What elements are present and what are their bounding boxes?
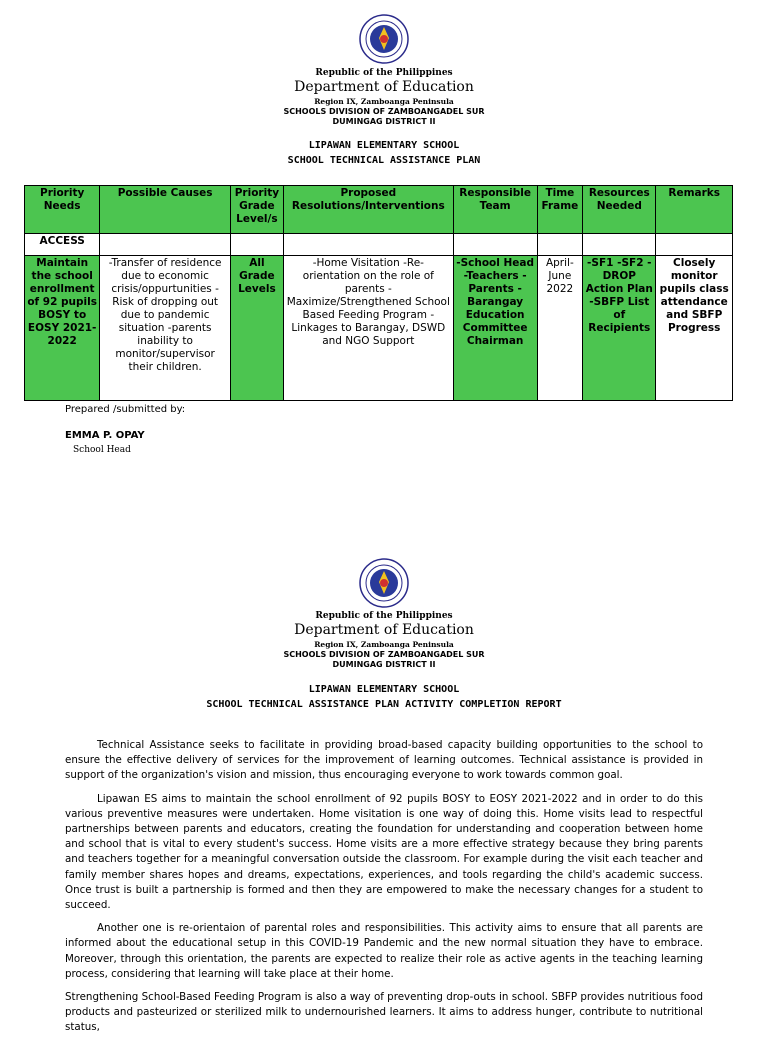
header-resources: Resources Needed (583, 186, 656, 234)
cell-possible-causes: -Transfer of residence due to economic crisis/oppurtunities -Risk of dropping out due to pandemic situation -parents inability to monitor/supervisor their children. (100, 256, 231, 401)
cell-grade-levels: All Grade Levels (230, 256, 283, 401)
table-row (25, 256, 733, 401)
cell-responsible-team: -School Head -Teachers -Parents -Barangay Education Committee Chairman (453, 256, 537, 401)
signatory-role: School Head (73, 445, 131, 455)
table-header-row (25, 186, 733, 234)
region-label: Region IX, Zamboanga Peninsula (314, 97, 454, 106)
district-label: DUMINGAG DISTRICT II (332, 660, 436, 669)
paragraph: Another one is re-orientaion of parental roles and responsibilities. This activity aims to ensure that all parents are informed about the educational setup in this COVID-19 Pandemic and the new normal situation they have to embrace. Moreover, through this orientation, the parents are expected to realize their role as active agents in the teaching learning process, considering that learning will take place at their home. (65, 922, 703, 980)
cell-interventions: -Home Visitation -Re-orientation on the role of parents -Maximize/Strengthened School Based Feeding Program -Linkages to Barangay, DSWD and NGO Support (283, 256, 453, 401)
department-label: Department of Education (294, 622, 474, 638)
school-name: LIPAWAN ELEMENTARY SCHOOL (308, 684, 460, 695)
technical-assistance-plan-table (24, 185, 733, 401)
header-grade-levels: Priority Grade Level/s (230, 186, 283, 234)
paragraph: Strengthening School-Based Feeding Program is also a way of preventing drop-outs in school. SBFP provides nutritious food products and pasteurized or sterilized milk to undernourished learners. It aims to address hunger, contribute to nutritional status, (65, 991, 703, 1034)
prepared-by-label: Prepared /submitted by: (65, 404, 186, 415)
header-priority-needs: Priority Needs (25, 186, 100, 234)
header-remarks: Remarks (656, 186, 733, 234)
region-label: Region IX, Zamboanga Peninsula (314, 640, 454, 649)
section-label: ACCESS (25, 234, 100, 256)
header-responsible-team: Responsible Team (453, 186, 537, 234)
cell-remarks: Closely monitor pupils class attendance and SBFP Progress (656, 256, 733, 401)
deped-seal-logo (359, 558, 409, 608)
paragraph: Technical Assistance seeks to facilitate in providing broad-based capacity building opportunities to the school to ensure the effective delivery of services for the improvement of learning outcomes. Technical assistance is provided in support of the organization's vision and mission, thus encouraging everyone to work towards common goal. (65, 739, 703, 782)
division-label: SCHOOLS DIVISION OF ZAMBOANGADEL SUR (283, 650, 485, 659)
school-name: LIPAWAN ELEMENTARY SCHOOL (308, 140, 460, 151)
cell-resources: -SF1 -SF2 -DROP Action Plan -SBFP List of Recipients (583, 256, 656, 401)
paragraph: Lipawan ES aims to maintain the school enrollment of 92 pupils BOSY to EOSY 2021-2022 and in order to do this various preventive measures were undertaken. Home visitation is one way of doing this. Home visits lead to respectful partnerships between parents and educators, creating the foundation for understanding and cooperation between home and school that is vital to every student's success. Home visits are a more effective strategy because they bring parents and teachers together for a meaningful conversation outside the classroom. For example during the visit each teacher and family member shares hopes and dreams, expectations, experiences, and tools regarding the child's academic success. Once trust is built a partnership is formed and then they are empowered to make the necessary changes for a student to succeed. (65, 792, 703, 912)
document-title: SCHOOL TECHNICAL ASSISTANCE PLAN ACTIVITY COMPLETION REPORT (206, 699, 562, 710)
cell-priority-need: Maintain the school enrollment of 92 pupils BOSY to EOSY 2021-2022 (25, 256, 100, 401)
cell-time-frame: April-June 2022 (537, 256, 583, 401)
signatory-name: EMMA P. OPAY (65, 430, 145, 441)
header-interventions: Proposed Resolutions/Interventions (283, 186, 453, 234)
document-title: SCHOOL TECHNICAL ASSISTANCE PLAN (287, 155, 481, 166)
republic-label: Republic of the Philippines (315, 68, 453, 78)
header-time-frame: Time Frame (537, 186, 583, 234)
header-possible-causes: Possible Causes (100, 186, 231, 234)
report-body (65, 738, 703, 1044)
district-label: DUMINGAG DISTRICT II (332, 117, 436, 126)
division-label: SCHOOLS DIVISION OF ZAMBOANGADEL SUR (283, 107, 485, 116)
section-row (25, 234, 733, 256)
department-label: Department of Education (294, 79, 474, 95)
deped-seal-logo (359, 14, 409, 64)
republic-label: Republic of the Philippines (315, 611, 453, 621)
